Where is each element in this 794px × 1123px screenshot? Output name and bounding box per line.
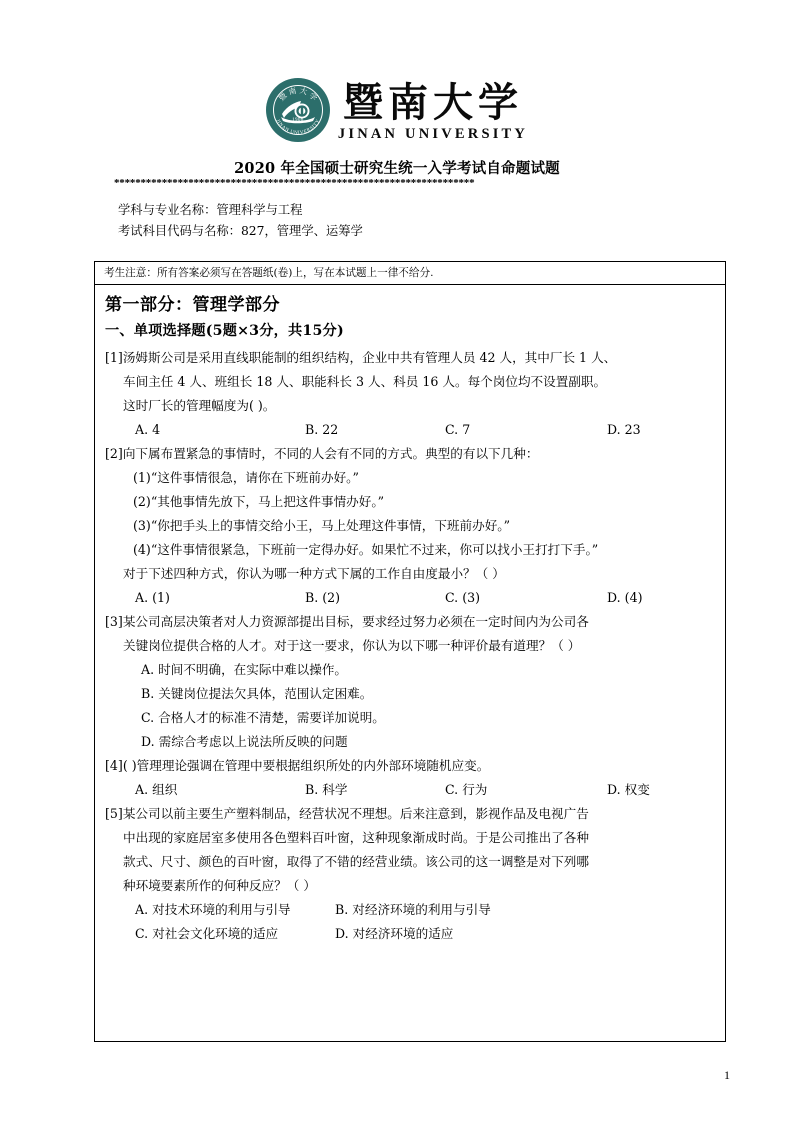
question-line: 种环境要素所作的何种反应？（ ）	[123, 877, 316, 893]
question-line: (4)“这件事情很紧急，下班前一定得办好。如果忙不过来，你可以找小王打打下手。”	[133, 541, 599, 557]
question-2	[105, 442, 719, 610]
svg-text:暨 南 大 学: 暨 南 大 学	[276, 85, 319, 103]
option-d[interactable]: D. 需综合考虑以上说法所反映的问题	[141, 733, 348, 749]
question-line: [1]汤姆斯公司是采用直线职能制的组织结构，企业中共有管理人员 42 人，其中厂长 1 人、	[105, 349, 617, 365]
exam-meta	[118, 200, 718, 242]
option-d[interactable]: D. 权变	[607, 781, 650, 797]
option-a[interactable]: A. 对技术环境的利用与引导	[135, 901, 291, 917]
question-4	[105, 754, 719, 802]
subject-code-row: 考试科目代码与名称：827，管理学、运筹学	[118, 224, 363, 238]
question-line: (2)“其他事情先放下，马上把这件事情办好。”	[133, 493, 385, 509]
option-a[interactable]: A. (1)	[135, 589, 170, 605]
question-line: 车间主任 4 人、班组长 18 人、职能科长 3 人、科员 16 人。每个岗位均不设置副职。	[123, 373, 607, 389]
option-c[interactable]: C. (3)	[445, 589, 481, 605]
candidate-notice: 考生注意：所有答案必须写在答题纸(卷)上，写在本试题上一律不给分.	[95, 262, 725, 285]
question-line: (1)“这件事情很急，请你在下班前办好。”	[133, 469, 359, 485]
option-c[interactable]: C. 合格人才的标准不清楚，需要详加说明。	[141, 709, 385, 725]
university-logo	[0, 78, 794, 142]
option-c[interactable]: C. 行为	[445, 781, 488, 797]
option-d[interactable]: D. 对经济环境的适应	[335, 925, 454, 941]
wordmark-english: JINAN UNIVERSITY	[337, 125, 529, 142]
wordmark-chinese: 暨南大学	[343, 78, 523, 126]
question-1	[105, 346, 719, 442]
option-b[interactable]: B. 关键岗位提法欠具体，范围认定困难。	[141, 685, 373, 701]
question-2-options	[105, 586, 719, 610]
option-a[interactable]: A. 组织	[135, 781, 178, 797]
option-d[interactable]: D. (4)	[607, 589, 643, 605]
question-5	[105, 802, 719, 946]
university-wordmark	[337, 78, 529, 142]
option-b[interactable]: B. 科学	[305, 781, 348, 797]
option-c[interactable]: C. 7	[445, 421, 471, 437]
part-title: 第一部分：管理学部分	[105, 295, 280, 315]
seal-arc-english-icon	[266, 78, 330, 142]
question-line: 关键岗位提供合格的人才。对于这一要求，你认为以下哪一种评价最有道理？（ ）	[123, 637, 581, 653]
question-1-options	[105, 418, 719, 442]
question-line: 中出现的家庭居室多使用各色塑料百叶窗，这种现象渐成时尚。于是公司推出了各种	[123, 829, 589, 845]
university-seal-icon	[266, 78, 330, 142]
question-line: (3)“你把手头上的事情交给小王，马上处理这件事情，下班前办好。”	[133, 517, 511, 533]
seal-year-label: 1906	[292, 118, 304, 123]
exam-body	[95, 285, 725, 946]
subject-name-row: 学科与专业名称：管理科学与工程	[118, 203, 303, 217]
option-c[interactable]: C. 对社会文化环境的适应	[135, 925, 279, 941]
question-5-options-row-2	[105, 922, 719, 946]
exam-title: 2020 年全国硕士研究生统一入学考试自命题试题	[234, 160, 560, 177]
option-a[interactable]: A. 时间不明确，在实际中难以操作。	[141, 661, 348, 677]
option-b[interactable]: B. (2)	[305, 589, 341, 605]
asterisk-divider: ********************************************************************	[114, 178, 475, 189]
option-b[interactable]: B. 22	[305, 421, 339, 437]
question-line: [3]某公司高层决策者对人力资源部提出目标，要求经过努力必须在一定时间内为公司各	[105, 613, 589, 629]
option-a[interactable]: A. 4	[135, 421, 161, 437]
question-4-options	[105, 778, 719, 802]
svg-text:JINAN UNIVERSITY: JINAN UNIVERSITY	[274, 118, 322, 137]
question-5-options-row-1	[105, 898, 719, 922]
question-line: [5]某公司以前主要生产塑料制品，经营状况不理想。后来注意到，影视作品及电视广告	[105, 805, 589, 821]
question-line: [2]向下属布置紧急的事情时，不同的人会有不同的方式。典型的有以下几种：	[105, 445, 539, 461]
question-line: [4]( )管理理论强调在管理中要根据组织所处的内外部环境随机应变。	[105, 757, 490, 773]
question-line: 这时厂长的管理幅度为( )。	[123, 397, 276, 413]
question-3	[105, 610, 719, 754]
question-line: 对于下述四种方式，你认为哪一种方式下属的工作自由度最小？（ ）	[123, 565, 505, 581]
option-d[interactable]: D. 23	[607, 421, 641, 437]
section-title: 一、单项选择题(5题×3分，共15分)	[105, 323, 344, 340]
question-line: 款式、尺寸、颜色的百叶窗，取得了不错的经营业绩。该公司的这一调整是对下列哪	[123, 853, 589, 869]
option-b[interactable]: B. 对经济环境的利用与引导	[335, 901, 491, 917]
page-number: 1	[724, 1068, 730, 1082]
exam-body-frame	[94, 261, 726, 1042]
